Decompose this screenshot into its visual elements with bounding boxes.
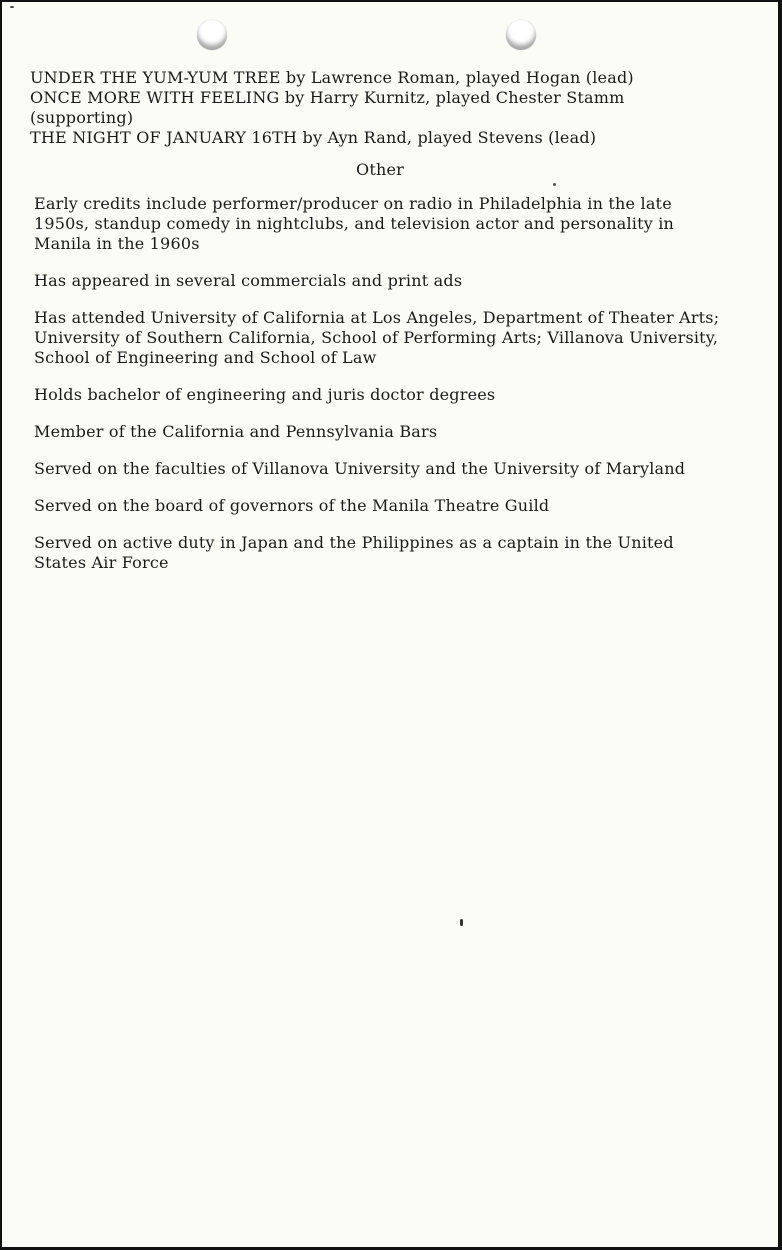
stage-credit: UNDER THE YUM-YUM TREE by Lawrence Roman, played Hogan (lead) (30, 68, 634, 87)
other-credits-list (30, 194, 730, 573)
other-item: Served on active duty in Japan and the Philippines as a captain in the United States Air Force (34, 533, 674, 572)
document-body (30, 68, 730, 590)
punch-hole-right (506, 20, 536, 50)
other-item: Has appeared in several commercials and print ads (34, 271, 463, 290)
other-item: Has attended University of California at Los Angeles, Department of Theater Arts; University of Southern California, School of Performing Arts; Villanova University, School of Engineering and School of Law (34, 308, 720, 367)
other-item: Early credits include performer/producer on radio in Philadelphia in the late 1950s, standup comedy in nightclubs, and television actor and personality in Manila in the 1960s (34, 194, 675, 253)
stage-credits-list (30, 68, 730, 148)
paper-speck (10, 6, 14, 8)
section-heading: Other (356, 160, 404, 179)
other-item: Served on the board of governors of the Manila Theatre Guild (34, 496, 550, 515)
stage-credit: ONCE MORE WITH FEELING by Harry Kurnitz, played Chester Stamm (supporting) (30, 88, 625, 127)
paper-speck (460, 919, 463, 926)
other-item: Holds bachelor of engineering and juris doctor degrees (34, 385, 496, 404)
other-item: Served on the faculties of Villanova University and the University of Maryland (34, 459, 686, 478)
punch-hole-left (197, 20, 227, 50)
stage-credit: THE NIGHT OF JANUARY 16TH by Ayn Rand, played Stevens (lead) (30, 128, 597, 147)
other-item: Member of the California and Pennsylvania Bars (34, 422, 438, 441)
